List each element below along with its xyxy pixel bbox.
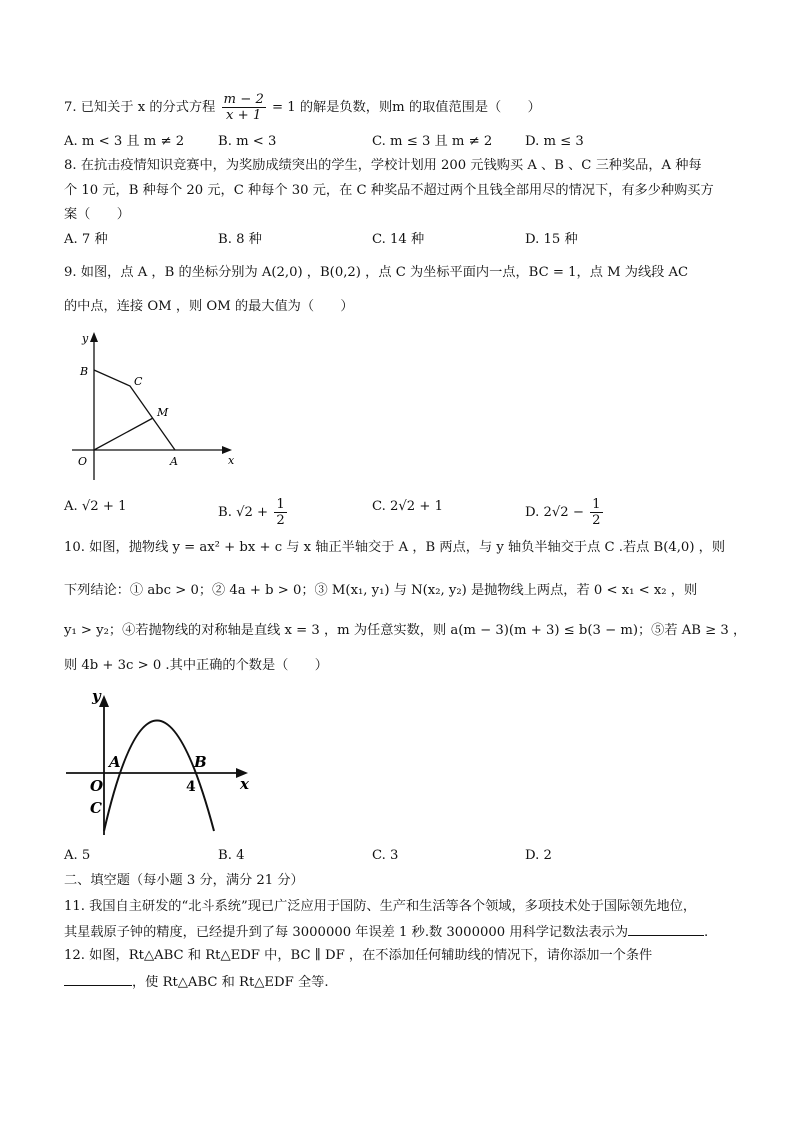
q9-option-a: A. √2 + 1 (64, 499, 127, 514)
q7-stem-suffix: = 1 的解是负数，则m 的取值范围是（ ） (272, 100, 541, 115)
q9-option-b-half (274, 497, 286, 528)
q10-label-a: A (109, 753, 121, 771)
q10-option-d: D. 2 (525, 848, 552, 863)
q9-y-axis-arrow (90, 332, 98, 342)
q9-option-d (525, 497, 605, 528)
q7-options (64, 132, 724, 152)
q12-line-2 (64, 971, 329, 993)
q10-line-3: y₁ > y₂；④若抛物线的对称轴是直线 x = 3 ，m 为任意实数，则 a(m − 3)(m + 3) ≤ b(3 − m)；⑤若 AB ≥ 3 ， (64, 623, 747, 638)
q9-label-m: M (157, 406, 169, 419)
q7-fraction-numerator: m − 2 (223, 92, 264, 107)
q9-line-1: 9. 如图，点 A ，B 的坐标分别为 A(2,0) ，B(0,2) ，点 C 为坐标平面内一点，BC = 1，点 M 为线段 AC (64, 265, 689, 280)
q7-fraction-denominator: x + 1 (226, 108, 262, 123)
q9-options (64, 497, 724, 528)
q9-segment-om (94, 418, 153, 450)
q10-label-y: y (92, 687, 101, 705)
q10-option-b: B. 4 (218, 848, 245, 863)
q9-option-d-half-den: 2 (592, 513, 601, 528)
q8-line-3: 案（ ） (64, 207, 130, 222)
q8-options (64, 230, 724, 250)
q7-fraction (222, 92, 266, 123)
q11-line-2-end: . (704, 925, 709, 940)
q7-stem-prefix: 7. 已知关于 x 的分式方程 (64, 100, 216, 115)
q8-option-b: B. 8 种 (218, 232, 262, 247)
q8-option-d: D. 15 种 (525, 232, 578, 247)
q9-option-d-half (590, 497, 602, 528)
q10-option-c: C. 3 (372, 848, 399, 863)
q9-x-axis-arrow (222, 446, 232, 454)
q8-line-1: 8. 在抗击疫情知识竞赛中，为奖励成绩突出的学生，学校计划用 200 元钱购买 A 、B 、C 三种奖品，A 种每 (64, 158, 702, 173)
q10-line-4: 则 4b + 3c > 0 .其中正确的个数是（ ） (64, 658, 328, 673)
q10-parabola-figure (62, 685, 262, 835)
q11-line-2 (64, 921, 708, 943)
q9-option-d-half-num: 1 (592, 497, 601, 512)
q9-label-c: C (134, 375, 143, 388)
q9-label-o: O (78, 455, 88, 468)
q12-line-1: 12. 如图，Rt△ABC 和 Rt△EDF 中，BC ∥ DF ，在不添加任何辅助线的情况下，请你添加一个条件 (64, 948, 653, 963)
q9-label-a: A (170, 455, 178, 468)
q12-line-2-text: ，使 Rt△ABC 和 Rt△EDF 全等. (132, 975, 329, 990)
q12-answer-blank[interactable] (64, 971, 132, 986)
q11-answer-blank[interactable] (628, 921, 704, 936)
q9-option-b-half-num: 1 (276, 497, 285, 512)
q9-label-x: x (228, 454, 235, 467)
q9-option-b (218, 497, 289, 528)
q8-line-2: 个 10 元，B 种每个 20 元，C 种每个 30 元，在 C 种奖品不超过两个且钱全部用尽的情况下，有多少种购买方 (64, 183, 714, 198)
q10-line-1: 10. 如图，抛物线 y = ax² + bx + c 与 x 轴正半轴交于 A ，B 两点，与 y 轴负半轴交于点 C .若点 B(4,0) ，则 (64, 540, 726, 555)
q10-label-o: O (90, 777, 104, 795)
q11-line-2-text: 其星载原子钟的精度，已经提升到了每 3000000 年误差 1 秒.数 3000000 用科学记数法表示为 (64, 925, 629, 940)
q10-label-x: x (240, 775, 249, 793)
q9-option-b-half-den: 2 (276, 513, 285, 528)
q7-option-c: C. m ≤ 3 且 m ≠ 2 (372, 134, 493, 149)
q9-line-2: 的中点，连接 OM ，则 OM 的最大值为（ ） (64, 299, 354, 314)
q10-label-b: B (194, 753, 207, 771)
q10-options (64, 846, 724, 866)
q7-option-a: A. m < 3 且 m ≠ 2 (64, 134, 185, 149)
q7-option-b: B. m < 3 (218, 134, 277, 149)
q10-label-four: 4 (186, 779, 196, 795)
q9-option-c: C. 2√2 + 1 (372, 499, 444, 514)
section-2-title: 二、填空题（每小题 3 分，满分 21 分） (64, 873, 304, 888)
q9-option-d-text: D. 2√2 − (525, 505, 584, 520)
q11-line-1: 11. 我国自主研发的“北斗系统”现已广泛应用于国防、生产和生活等各个领域，多项技术处于国际领先地位， (64, 899, 697, 914)
q7-stem (64, 92, 541, 123)
q9-label-y: y (82, 332, 89, 345)
q10-line-2: 下列结论：① abc > 0；② 4a + b > 0；③ M(x₁, y₁) 与 N(x₂, y₂) 是抛物线上两点，若 0 < x₁ < x₂ ，则 (64, 583, 698, 598)
q9-option-b-text: B. √2 + (218, 505, 269, 520)
q7-option-d: D. m ≤ 3 (525, 134, 584, 149)
q10-parabola-curve (104, 721, 214, 832)
q9-coordinate-figure (62, 330, 252, 480)
q8-option-c: C. 14 种 (372, 232, 425, 247)
q8-option-a: A. 7 种 (64, 232, 108, 247)
q9-label-b: B (80, 365, 89, 378)
q10-label-c: C (90, 799, 102, 817)
q10-option-a: A. 5 (64, 848, 91, 863)
